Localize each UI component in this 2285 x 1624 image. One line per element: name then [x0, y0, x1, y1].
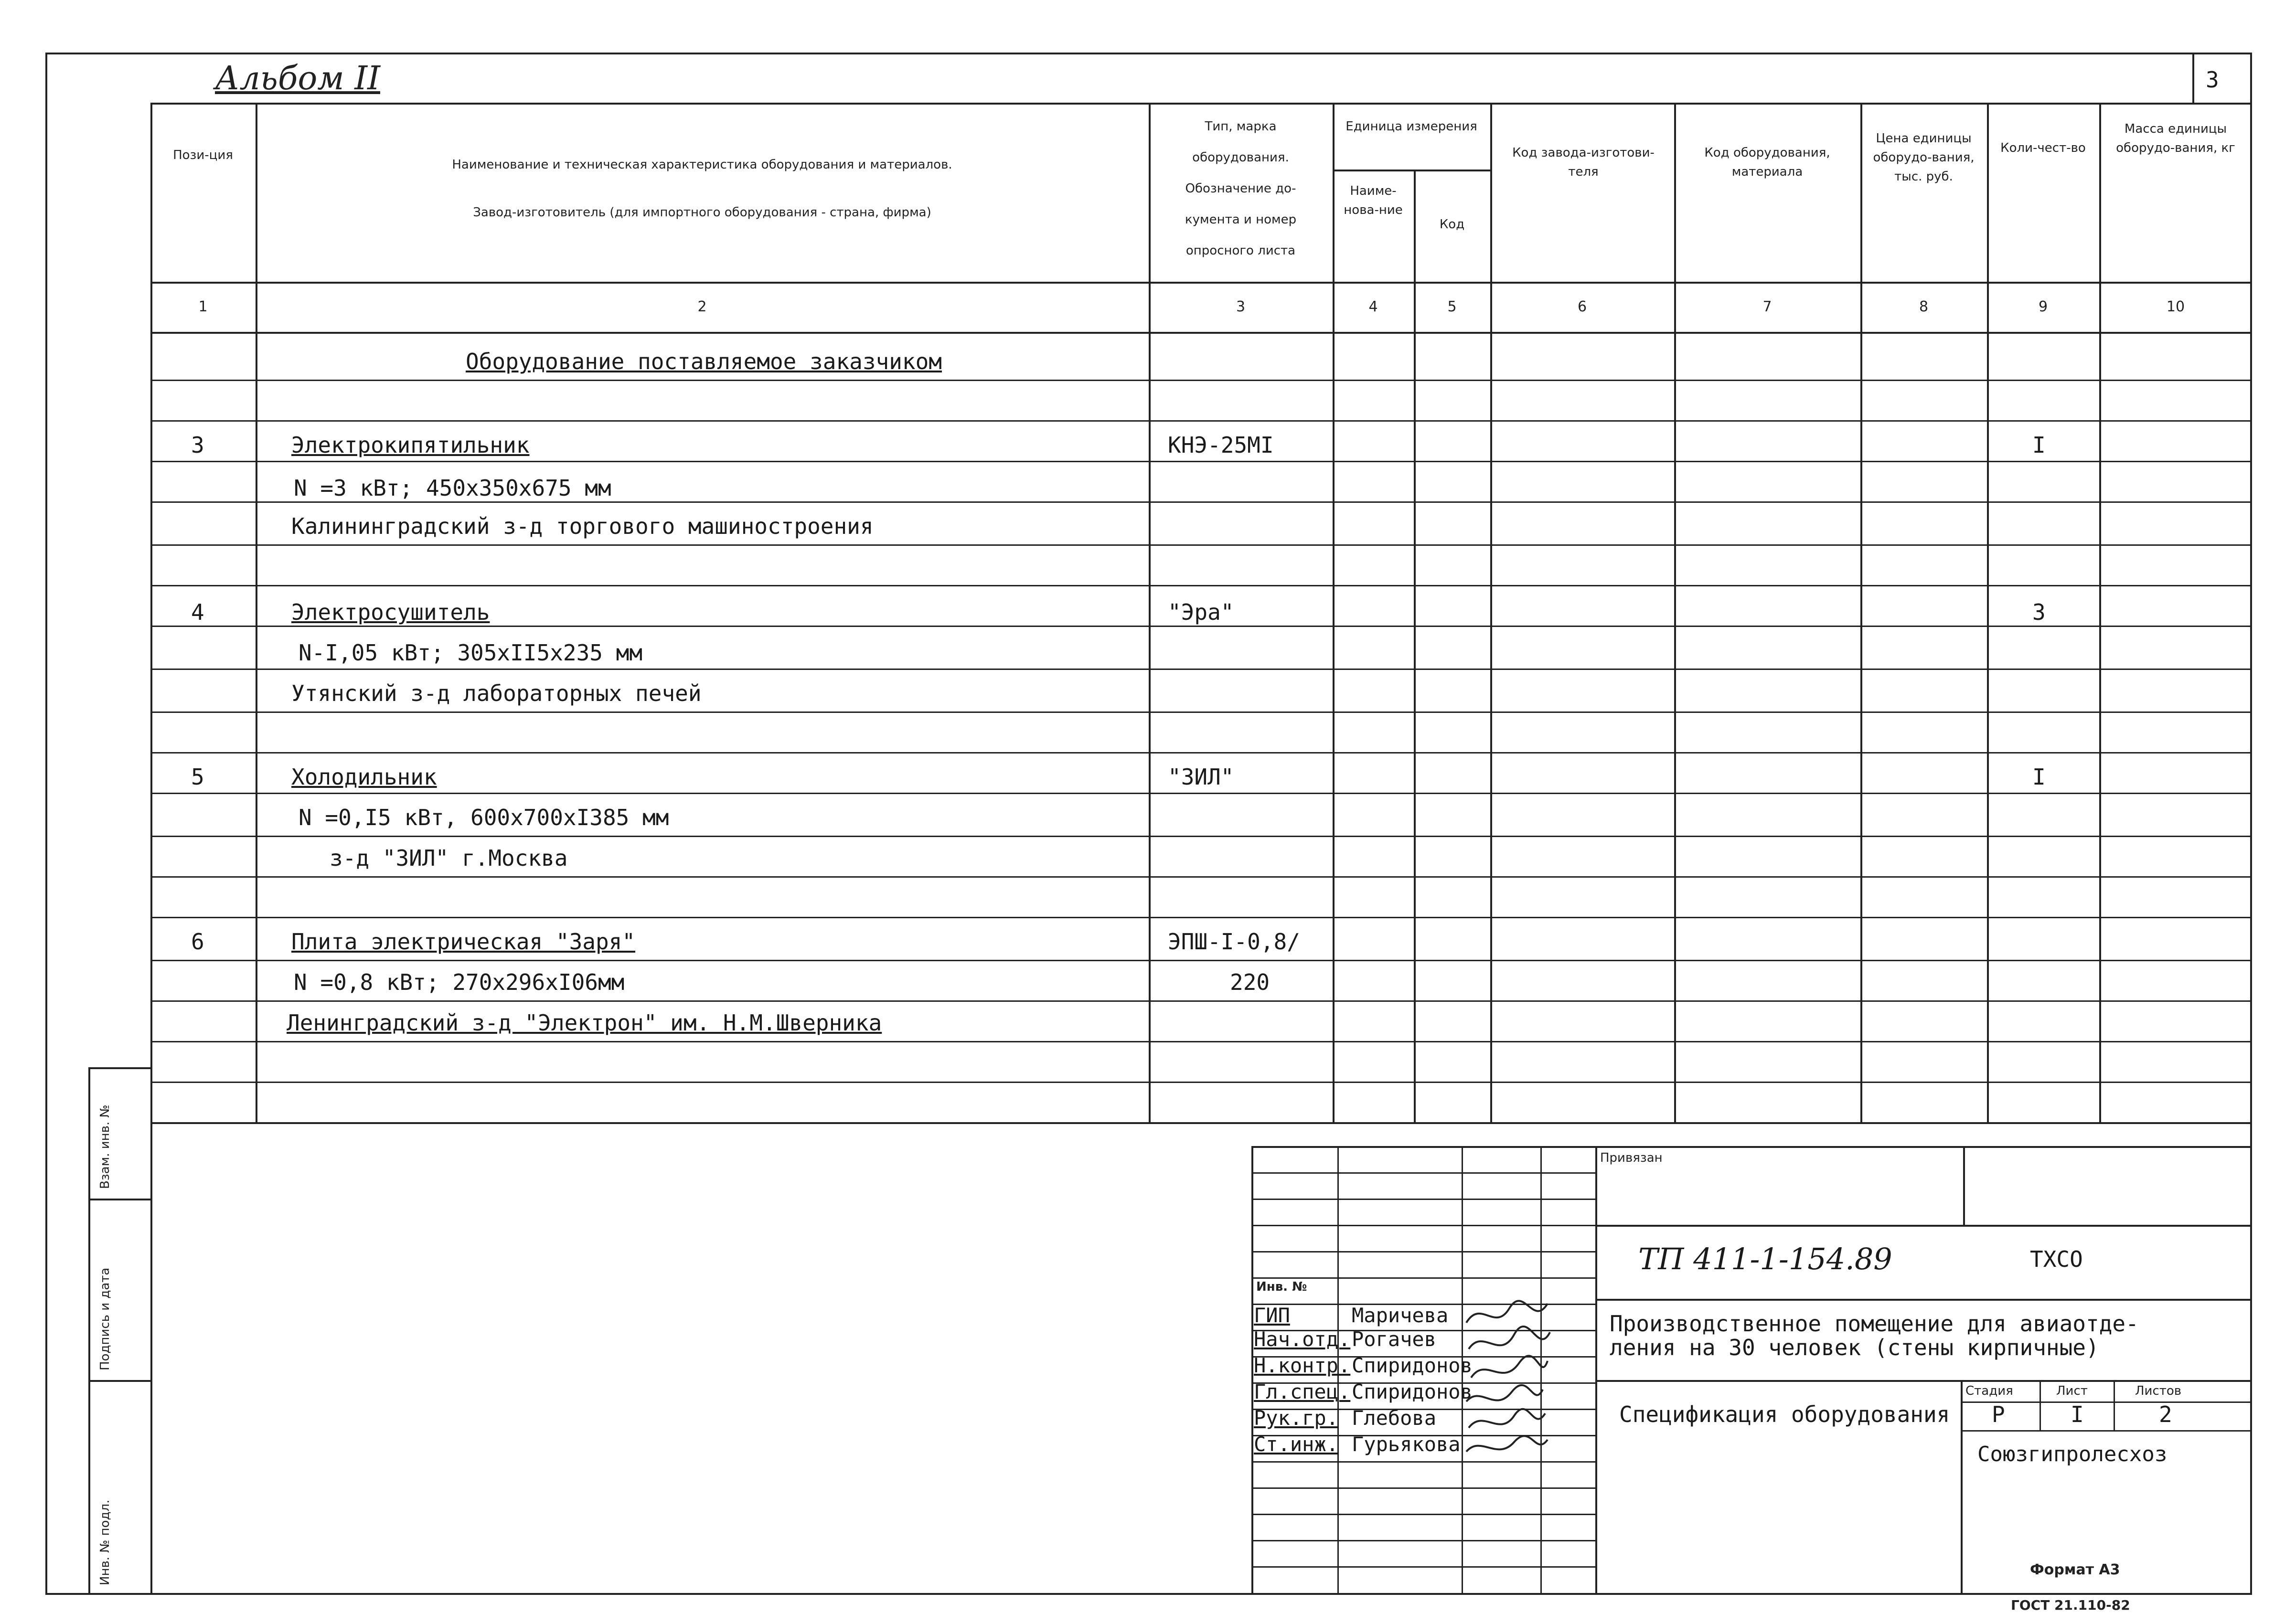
- row-line: [150, 585, 2252, 586]
- item-maker: Калининградский з-д торгового машиностроения: [291, 513, 874, 539]
- tb-staff-name: Гурьякова: [1352, 1433, 1461, 1456]
- page-corner-number: 3: [2206, 67, 2219, 93]
- header-col2-line2: Завод-изготовитель (для импортного оборудования - страна, фирма): [473, 205, 931, 220]
- tb-title-bottom: [1595, 1380, 2252, 1382]
- colnum-bottom: [150, 332, 2252, 334]
- table-body-bottom: [150, 1122, 2252, 1124]
- margin-label-podpis: Подпись и дата: [98, 1267, 112, 1370]
- tb-sheets-value: 2: [2159, 1401, 2172, 1427]
- tb-title-line1: Производственное помещение для авиаотде-: [1610, 1311, 2139, 1337]
- table-top-border: [150, 103, 2252, 105]
- tb-grid-h: [1251, 1225, 1595, 1226]
- header-col9: Коли-чест-во: [2000, 141, 2086, 155]
- tb-staff-role: ГИП: [1254, 1304, 1290, 1327]
- header-bottom: [150, 282, 2252, 284]
- margin-label-inv: Инв. № подл.: [98, 1499, 112, 1585]
- tb-code-bottom: [1595, 1299, 2252, 1301]
- tb-org: Союзгипролесхоз: [1977, 1442, 2168, 1466]
- tb-staff-role: Рук.гр.: [1254, 1406, 1339, 1430]
- row-line: [150, 793, 2252, 794]
- item-type: "ЗИЛ": [1168, 764, 1234, 790]
- item-name: Холодильник: [291, 764, 437, 790]
- item-quantity: I: [2032, 764, 2046, 790]
- tb-sheets-label: Листов: [2135, 1384, 2182, 1398]
- header-col1: Пози-ция: [173, 148, 233, 162]
- header-col3-line: Обозначение до-: [1185, 181, 1296, 196]
- tb-main-divider: [1595, 1146, 1597, 1595]
- row-line: [150, 836, 2252, 837]
- col-sep-3: [1333, 103, 1335, 1122]
- row-line: [150, 380, 2252, 381]
- row-line: [150, 1082, 2252, 1083]
- item-type: ЭПШ-I-0,8/: [1168, 929, 1300, 955]
- item-quantity: I: [2032, 432, 2046, 458]
- tb-inv-no: Инв. №: [1256, 1280, 1307, 1294]
- row-line: [150, 917, 2252, 918]
- row-line: [150, 711, 2252, 713]
- tb-privyazan-divider: [1963, 1146, 1965, 1225]
- row-line: [150, 960, 2252, 961]
- colnum-5: 5: [1447, 298, 1457, 315]
- tb-code-top: [1595, 1225, 2252, 1227]
- item-name: Электрокипятильник: [291, 432, 530, 458]
- row-line: [150, 1000, 2252, 1002]
- col-sep-8: [1987, 103, 1989, 1122]
- tb-mark: ТХСО: [2030, 1246, 2083, 1272]
- tb-grid-h: [1251, 1566, 1595, 1568]
- tb-grid-h: [1251, 1277, 1595, 1279]
- margin-label-vzam: Взам. инв. №: [98, 1104, 112, 1189]
- margin-stamp-sep2: [88, 1380, 150, 1382]
- item-type: КНЭ-25МI: [1168, 432, 1274, 458]
- header-col2-line1: Наименование и техническая характеристика оборудования и материалов.: [452, 158, 952, 172]
- tb-stage-value: Р: [1992, 1401, 2005, 1427]
- row-line: [150, 420, 2252, 422]
- header-col5: Код: [1439, 217, 1465, 232]
- item-maker: з-д "ЗИЛ" г.Москва: [330, 845, 568, 871]
- tb-grid-h: [1251, 1172, 1595, 1174]
- tb-grid-h: [1251, 1199, 1595, 1200]
- tb-doc-name: Спецификация оборудования: [1619, 1401, 1950, 1427]
- colnum-8: 8: [1919, 298, 1929, 315]
- item-spec: N =0,8 кВт; 270х296хI06мм: [294, 969, 625, 995]
- tb-staff-name: Спиридонов: [1352, 1380, 1473, 1403]
- item-spec: N =0,I5 кВт, 600х700хI385 мм: [299, 805, 669, 830]
- header-col3-line: Тип, марка: [1205, 119, 1277, 134]
- item-maker: Ленинградский з-д "Электрон" им. Н.М.Шверника: [287, 1010, 882, 1036]
- row-line: [150, 752, 2252, 754]
- section-title: Оборудование поставляемое заказчиком: [466, 349, 942, 374]
- tb-staff-role: Н.контр.: [1254, 1354, 1351, 1377]
- item-spec: N =3 кВт; 450х350х675 мм: [294, 475, 611, 501]
- col-sep-6: [1674, 103, 1676, 1122]
- colnum-2: 2: [697, 298, 707, 315]
- item-position: 6: [191, 929, 204, 955]
- tb-staff-role: Ст.инж.: [1254, 1433, 1339, 1456]
- header-col3-line: оборудования.: [1192, 150, 1289, 165]
- item-type: "Эра": [1168, 599, 1234, 625]
- tb-grid-h: [1251, 1487, 1595, 1489]
- col-sep-7: [1860, 103, 1862, 1122]
- header-col3-line: опросного листа: [1185, 244, 1296, 258]
- tb-staff-name: Маричева: [1352, 1304, 1449, 1327]
- table-left-border: [150, 103, 152, 1595]
- tb-grid-h: [1251, 1540, 1595, 1541]
- gost-label: ГОСТ 21.110-82: [2011, 1597, 2130, 1613]
- col-sep-5: [1490, 103, 1492, 1122]
- colnum-10: 10: [2166, 298, 2185, 315]
- tb-staff-role: Гл.спец.: [1254, 1380, 1351, 1403]
- tb-staff-name: Рогачев: [1352, 1327, 1437, 1351]
- header-col8: Цена единицы оборудо-вания, тыс. руб.: [1873, 131, 1975, 184]
- row-line: [150, 461, 2252, 462]
- unit-group-line: [1333, 170, 1490, 171]
- colnum-7: 7: [1762, 298, 1772, 315]
- header-col3-line: кумента и номер: [1185, 212, 1297, 227]
- tb-sheet-label: Лист: [2056, 1384, 2088, 1398]
- format-label: Формат А3: [2030, 1561, 2120, 1578]
- tb-staff-name: Глебова: [1352, 1406, 1437, 1430]
- tb-title-line2: ления на 30 человек (стены кирпичные): [1610, 1335, 2099, 1360]
- tb-top: [1251, 1146, 2252, 1148]
- tb-sheet-value: I: [2071, 1401, 2084, 1427]
- col-sep-9: [2099, 103, 2101, 1122]
- header-unit-group: Единица измерения: [1345, 119, 1477, 134]
- row-line: [150, 669, 2252, 670]
- tb-grid-h: [1251, 1251, 1595, 1252]
- margin-stamp-sep1: [88, 1199, 150, 1200]
- tb-left: [1251, 1146, 1253, 1595]
- item-position: 4: [191, 599, 204, 625]
- item-position: 3: [191, 432, 204, 458]
- header-col3: [1151, 117, 1330, 260]
- col-sep-1: [256, 103, 257, 1122]
- item-name: Плита электрическая "Заря": [291, 929, 636, 955]
- item-position: 5: [191, 764, 204, 790]
- tb-stage-sep: [2039, 1380, 2041, 1430]
- header-col10: Масса единицы оборудо-вания, кг: [2116, 122, 2235, 155]
- colnum-4: 4: [1368, 298, 1378, 315]
- tb-grid-h: [1251, 1461, 1595, 1463]
- item-maker: Утянский з-д лабораторных печей: [291, 680, 702, 706]
- tb-grid-h: [1251, 1514, 1595, 1515]
- row-line: [150, 626, 2252, 627]
- header-col7: Код оборудования, материала: [1704, 146, 1830, 179]
- colnum-1: 1: [198, 298, 208, 315]
- colnum-3: 3: [1236, 298, 1246, 315]
- tb-stage-label: Стадия: [1965, 1384, 2013, 1398]
- row-line: [150, 544, 2252, 546]
- item-type-line2: 220: [1230, 969, 1270, 995]
- header-col6: Код завода-изготови-теля: [1512, 146, 1655, 179]
- margin-stamp-top: [88, 1067, 150, 1069]
- row-line: [150, 1041, 2252, 1042]
- item-spec: N-I,05 кВт; 305хII5х235 мм: [299, 640, 643, 666]
- margin-stamp-divider: [88, 1067, 90, 1595]
- tb-privyazan: Привязан: [1600, 1151, 1663, 1165]
- tb-sheet-sep: [2114, 1380, 2115, 1430]
- row-line: [150, 876, 2252, 878]
- colnum-9: 9: [2038, 298, 2048, 315]
- tb-stage-value-line: [1961, 1430, 2252, 1432]
- tb-code: ТП 411-1-154.89: [1638, 1242, 1892, 1276]
- item-name: Электросушитель: [291, 599, 490, 625]
- row-line: [150, 501, 2252, 503]
- header-col4: Наиме-нова-ние: [1344, 184, 1403, 217]
- col-sep-2: [1149, 103, 1151, 1122]
- tb-staff-name: Спиридонов: [1352, 1354, 1473, 1377]
- album-label: Альбом II: [215, 60, 380, 97]
- item-quantity: 3: [2032, 599, 2046, 625]
- tb-staff-role: Нач.отд.: [1254, 1327, 1351, 1351]
- colnum-6: 6: [1577, 298, 1587, 315]
- tb-stage-divider: [1961, 1380, 1963, 1595]
- signature-marks: [1462, 1289, 1557, 1461]
